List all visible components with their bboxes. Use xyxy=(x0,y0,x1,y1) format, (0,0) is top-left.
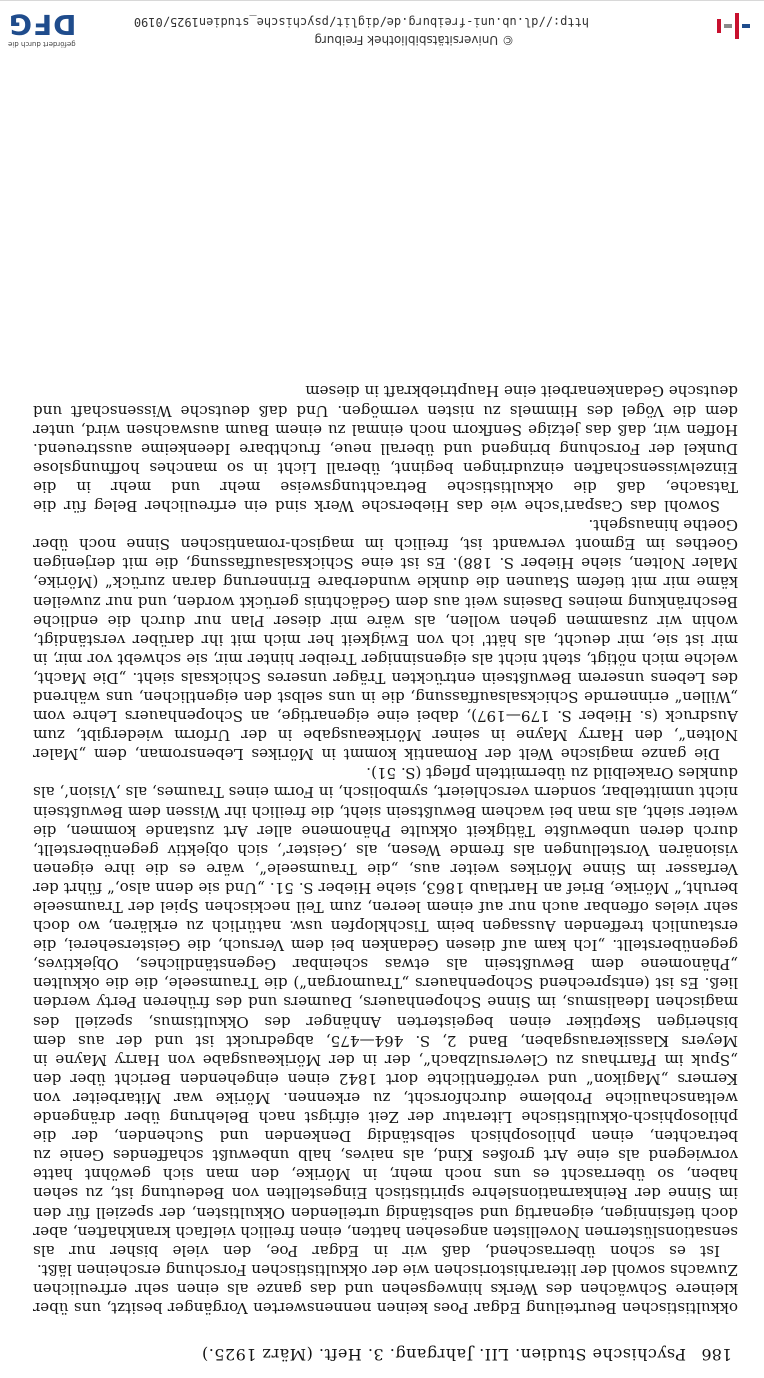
dfg-logo[interactable] xyxy=(8,4,86,48)
dfg-logo-text: DFG xyxy=(8,8,77,41)
footer-copyright: © Universitätsbibliothek Freiburg xyxy=(314,33,514,47)
dfg-logo-caption: gefördert durch die xyxy=(8,40,76,48)
paragraph-4: Sowohl das Caspari'sche wie das Hiebersche Werk sind ein erfreulicher Beleg für die Tatsache, daß die okkultistische Betrachtungsweise mehr und mehr in die Einzelwissenschaften einzudringen beginnt, überall Licht in so manches hoffnungslose Dunkel der Forschung bringend und überall neue, fruchtbare Ideenkeime ausstreuend. Hoffen wir, daß das jetzige Senfkorn noch einmal zu einem Baum auswachsen wird, unter dem die Vögel des Himmels zu nisten vermögen. Und daß deutsche Wissenschaft und deutsche Gedankenarbeit eine Hauptriebkraft in diesem xyxy=(33,382,738,516)
university-library-logo-icon[interactable] xyxy=(710,13,750,39)
paragraph-3: Die ganze magische Welt der Romantik kommt in Mörikes Lebensroman, dem „Maler Nolten“, den Harry Mayne in seiner Mörikeausgabe in der Urform wiedergibt, zum Ausdruck (s. Hieber S. 179—197), dabei eine eigenartige, an Schopenhauers Lehre vom „Willen“ erinnernde Schicksalsauffassung, die in uns selbst den eigentlichen, uns während des Lebens unserem Bewußtsein entrückten Träger unseres Schicksals sieht. „Die Macht, welche mich nötigt, steht nicht als eigensinniger Treiber hinter mir, sie schwebt vor mir, in mir ist sie, mir deucht, als hätt' ich von Ewigkeit her mich mit ihr darüber verständigt, wohin wir zusammen gehen wollen, als wäre mir dieser Plan nur durch die endliche Beschränkung meines Daseins weit aus dem Gedächtnis gerückt worden, und nur zuweilen käme mir mit tiefem Staunen die dunkle wunderbare Erinnerung daran zurück“ (Mörike, Maler Nolten, siehe Hieber S. 188). Es ist eine Schicksalsauffassung, die mit derjenigen Goethes im Egmont verwandt ist, freilich im magisch-romantischen Sinne noch über Goethe hinausgeht. xyxy=(33,516,738,764)
scanned-page xyxy=(0,52,764,1378)
running-head xyxy=(33,1345,738,1364)
paragraph-2: Ist es schon überraschend, daß wir in Edgar Poe, den viele bisher nur als sensationslüsternen Novellisten angesehen hatten, einen freilich vielfach krankhaften, aber doch tiefsinnigen, eigenartig und selbständig urteilenden Okkultisten, der speziell für den im Sinne der Reinkarnationslehre spiritistisch Eingestellten von Bedeutung ist, zu sehen haben, so überrascht es uns noch mehr, in Mörike, den man sich gewöhnt hatte vorwiegend als eine Art großes Kind, als naives, halb unbewußt schaffendes Genie zu betrachten, einen philosophisch selbständig Denkenden und Suchenden, der die philosophisch-okkultistische Literatur der Zeit eifrigst nach Belehrung über drängende weltanschauliche Probleme durchforscht, zu erkennen. Mörike war Mitarbeiter von Kerners „Magikon“ und veröffentlichte dort 1842 einen eingehenden Bericht über den „Spuk im Pfarrhaus zu Cleversulzbach“, der in der Mörikeausgabe von Harry Mayne in Meyers Klassikerausgaben, Band 2, S. 464—475, abgedruckt ist und der aus dem bisherigen Skeptiker einen begeisterten Anhänger des Okkultismus, speziell des magischen Idealismus, im Sinne Schopenhauers, Daumers und des früheren Perty werden ließ. Es ist (entsprechend Schopenhauers „Traumorgan“) die Traumseele, die die okkulten „Phänomene dem Bewußtsein als etwas scheinbar Gegenständliches, Objektives, gegenüberstellt. „Ich kam auf diesen Gedanken bei dem Versuch, die Geisterseherei, die erstaunlich treffenden Aussagen beim Tischklopfen usw. natürlich zu erklären, wo doch sehr vieles offenbar auch nur auf einem leeren, zum Teil neckischen Spiel der Traumseele beruht,“ Mörike, Brief an Hartlaub 1863, siehe Hieber S. 51. „Und sie denn also,“ führt der Verfasser im Sinne Mörikes weiter aus, „die Traumseele“, wäre es die ihre eigenen visionären Vorstellungen als fremde Wesen, als ‚Geister‘, sich objektiv gegenüberstellt, durch deren unbewußte Tätigkeit okkulte Phänomene aller Art zustande kommen, die weiter sieht, als man bei wachem Bewußtsein sieht, die freilich ihr Wissen dem Bewußtsein nicht unmittelbar, sondern verschleiert, symbolisch, in Form eines Traumes, als ‚Vision‘, als dunkles Orakelbild zu übermitteln pflegt (S. 51). xyxy=(33,764,738,1260)
page-number: 186 xyxy=(701,1345,732,1364)
footer-permalink[interactable]: http://dl.ub.uni-freiburg.de/diglit/psychische_studien1925/0190 xyxy=(133,15,589,29)
paragraph-1: okkultistischen Beurteilung Edgar Poes keinen nennenswerten Vorgänger besitzt, uns über kleinere Schwächen des Werks hinwegsehen und das ganze als einen sehr erfreulichen Zuwachs sowohl der literarhistorischen wie der okkultistischen Forschung erscheinen läßt. xyxy=(33,1260,738,1317)
page-content xyxy=(33,381,738,1364)
viewer-footer-bar xyxy=(0,0,764,51)
running-title: Psychische Studien. LII. Jahrgang. 3. Heft. (März 1925.) xyxy=(201,1345,686,1364)
body-text xyxy=(33,381,738,1317)
